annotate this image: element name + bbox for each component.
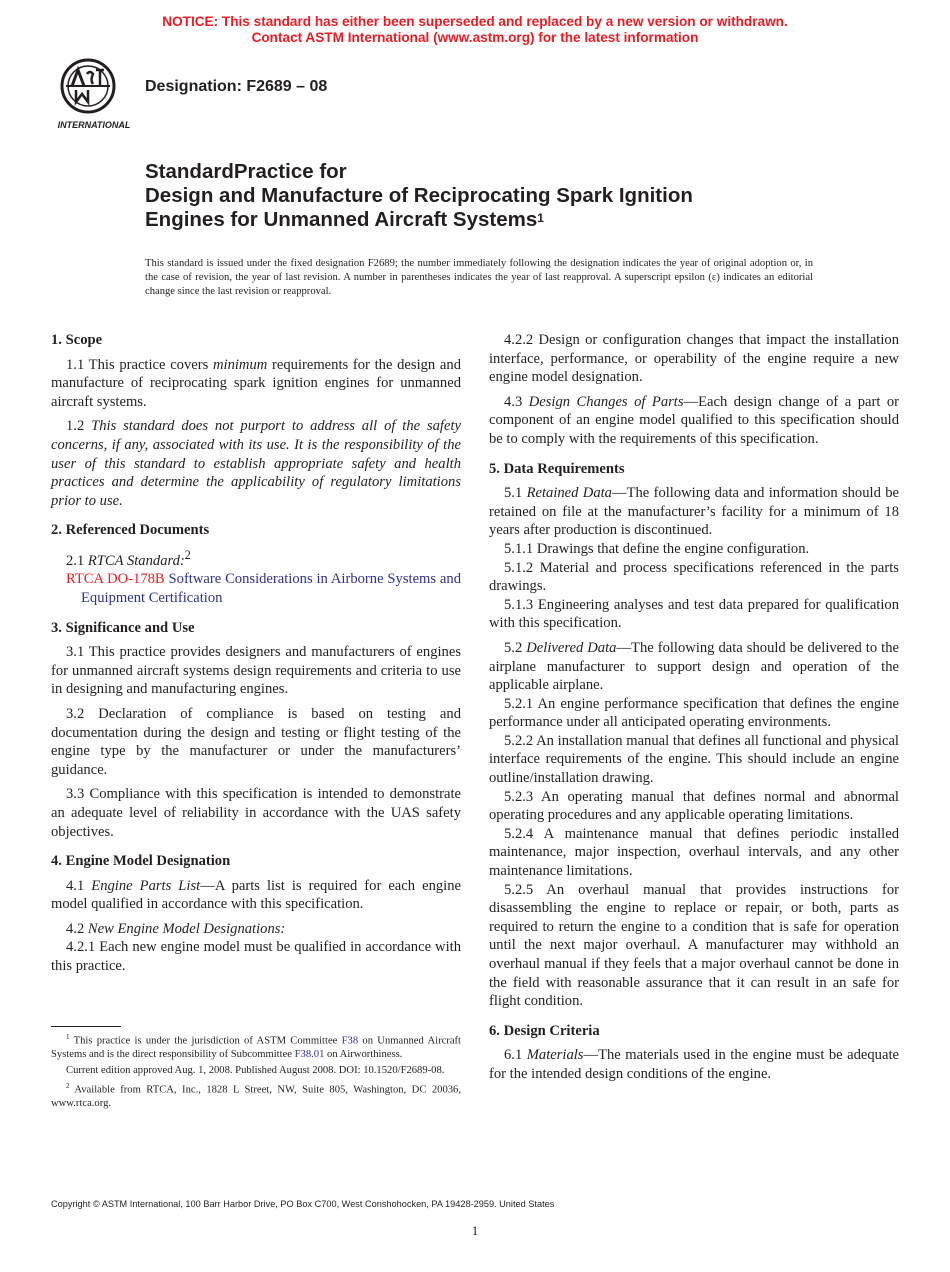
para-5-2: 5.2 Delivered Data—The following data should be delivered to the airplane manufacturer to support design and operation of the applicable airplane.: [489, 639, 899, 694]
footnote-2-ref[interactable]: 2: [184, 547, 191, 562]
footnote-divider: [51, 1026, 121, 1027]
left-column: [51, 331, 461, 982]
svg-text:INTERNATIONAL: INTERNATIONAL: [57, 120, 131, 130]
reference-code-link[interactable]: RTCA DO-178B: [66, 571, 165, 588]
para-3-3: 3.3 Compliance with this specification is intended to demonstrate an adequate level of reliability in accordance with the UAS safety objectives.: [51, 786, 461, 840]
para-5-1-1: 5.1.1 Drawings that define the engine configuration.: [504, 540, 810, 557]
page-number: 1: [471, 1223, 479, 1238]
para-4-2: 4.2 New Engine Model Designations:: [66, 920, 286, 937]
footnote-2: $^2$ Available from RTCA, Inc., 1828 L Street, NW, Suite 805, Washington, DC 20036, www.rtca.org.: [51, 1081, 461, 1110]
para-5-2-5: 5.2.5 An overhaul manual that provides instructions for disassembling the engine to replace or repair, or both, parts as required to return the engine to a condition that is safe for operation until the next major overhaul. A manufacturer may withhold an overhaul manual if they feels that a major overhaul cannot be done in the field with reasonable assurance that it can result in an safe for flight condition.: [489, 881, 899, 1010]
reference-rtca: [51, 570, 461, 607]
section-5-heading: 5. Data Requirements: [489, 460, 625, 477]
section-1-heading: 1. Scope: [51, 332, 103, 348]
subcommittee-link[interactable]: F38.01: [294, 1049, 325, 1061]
designation: Designation: F2689 – 08: [145, 78, 328, 95]
para-6-1: 6.1 Materials—The materials used in the engine must be adequate for the intended design conditions of the engine.: [489, 1047, 899, 1082]
para-5-2-1: 5.2.1 An engine performance specification that defines the engine performance under all anticipated operating environments.: [489, 695, 899, 731]
para-5-1: 5.1 Retained Data—The following data and information should be retained on file at the manufacturer’s facility for a minimum of 18 years after production is discontinued.: [489, 485, 899, 539]
para-2-1: 2.1 RTCA Standard:$^2$: [66, 547, 191, 569]
document-title: [145, 160, 885, 234]
title-line-2: Design and Manufacture of Reciprocating Spark Ignition: [145, 184, 693, 207]
para-3-2: 3.2 Declaration of compliance is based on testing and documentation during the design and testing or flight testing of the engine type by the manufacturer or under the manufacturers’ guidance.: [51, 705, 461, 778]
right-column: [489, 331, 899, 1090]
committee-link[interactable]: F38: [341, 1035, 359, 1047]
section-4-heading: 4. Engine Model Designation: [51, 853, 231, 870]
notice-line-2: Contact ASTM International (www.astm.org) for the latest information: [251, 30, 699, 45]
para-4-3: 4.3 Design Changes of Parts—Each design change of a part or component of an engine model qualified to this specification should be to comply with the requirements of this specification.: [489, 393, 900, 447]
para-3-1: 3.1 This practice provides designers and manufacturers of engines for unmanned aircraft systems design requirements and criteria to use in designing and manufacturing engines.: [51, 644, 461, 698]
section-3-heading: 3. Significance and Use: [51, 619, 195, 636]
copyright-line: Copyright © ASTM International, 100 Barr Harbor Drive, PO Box C700, West Conshohocken, PA 19428-2959. United States: [51, 1199, 555, 1209]
notice-line-1: NOTICE: This standard has either been superseded and replaced by a new version or withdrawn.: [162, 14, 788, 29]
para-5-2-3: 5.2.3 An operating manual that defines normal and abnormal operating procedures and any applicable operating limitations.: [489, 788, 899, 824]
title-line-3: Engines for Unmanned Aircraft Systems$^1$: [145, 208, 544, 231]
footnote-1-edition: Current edition approved Aug. 1, 2008. Published August 2008. DOI: 10.1520/F2689-08.: [66, 1065, 445, 1077]
section-6-heading: 6. Design Criteria: [489, 1022, 600, 1039]
footnote-1: $^1$ This practice is under the jurisdiction of ASTM Committee F38 on Unmanned Aircraft Systems and is the direct responsibility of Subcommittee F38.01 on Airworthiness.: [51, 1033, 462, 1061]
para-5-2-2: 5.2.2 An installation manual that defines all functional and physical interface requirements of the engine. This should include an engine outline/installation drawing.: [489, 732, 899, 787]
para-4-1: 4.1 Engine Parts List—A parts list is required for each engine model qualified in accordance with this specification.: [51, 877, 461, 913]
para-1-2: 1.2 This standard does not purport to address all of the safety concerns, if any, associated with its use. It is the responsibility of the user of this standard to establish appropriate safety and health practices and determine the applicability of regulatory limitations prior to use.: [51, 418, 461, 509]
astm-logo: [52, 56, 136, 130]
footnotes: [51, 1031, 461, 1113]
reference-title-link[interactable]: Software Considerations in Airborne Systems and Equipment Certification: [81, 571, 462, 606]
para-4-2-1: 4.2.1 Each new engine model must be qualified in accordance with this practice.: [51, 939, 461, 975]
para-5-1-2: 5.1.2 Material and process specifications referenced in the parts drawings.: [489, 559, 899, 595]
para-5-1-3: 5.1.3 Engineering analyses and test data prepared for qualification with this specification.: [489, 596, 899, 632]
issuance-note: This standard is issued under the fixed designation F2689; the number immediately following the designation indicates the year of original adoption or, in the case of revision, the year of last revision. A number in parentheses indicates the year of last reapproval. A superscript epsilon (ε) indicates an editorial change since the last revision or reapproval.: [145, 258, 813, 297]
title-footnote-ref[interactable]: 1: [537, 211, 544, 225]
para-1-1: 1.1 This practice covers minimum requirements for the design and manufacture of reciprocating spark ignition engines for unmanned aircraft systems.: [51, 356, 461, 410]
title-line-1: StandardPractice for: [145, 160, 347, 183]
para-5-2-4: 5.2.4 A maintenance manual that defines periodic installed maintenance, major inspection, overhaul intervals, and any other maintenance limitations.: [489, 825, 899, 880]
withdrawal-notice: [0, 14, 950, 46]
section-2-heading: 2. Referenced Documents: [51, 522, 210, 539]
para-4-2-2: 4.2.2 Design or configuration changes that impact the installation interface, performance, or operability of the engine require a new engine model designation.: [489, 332, 899, 386]
